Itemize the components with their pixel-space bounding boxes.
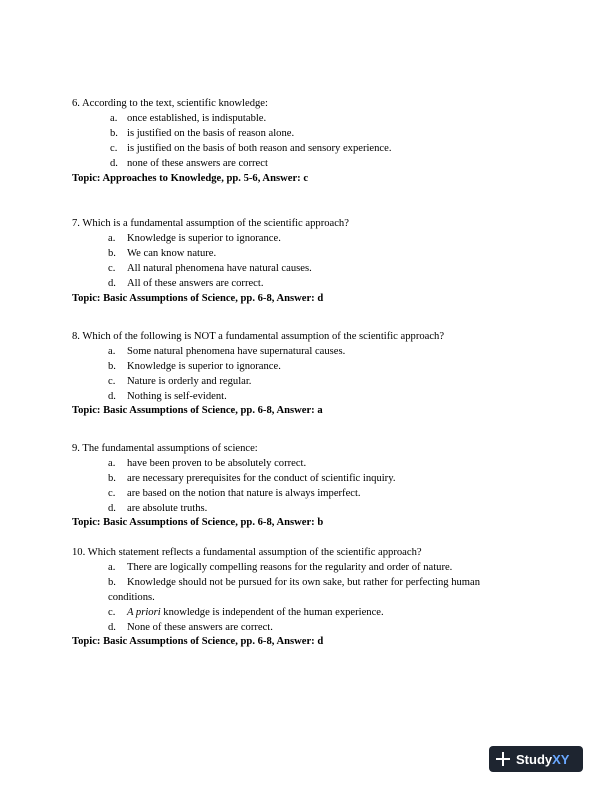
question-7-option-b-letter: b. [108, 248, 116, 259]
question-7-option-c-letter: c. [108, 263, 116, 274]
brand-name-accent: XY [552, 751, 570, 767]
question-10-option-b: Knowledge should not be pursued for its own sake, but rather for perfecting human [127, 577, 481, 588]
question-8-option-a-letter: a. [108, 346, 116, 357]
question-8-topic: Topic: Basic Assumptions of Science, pp. 6-8, Answer: a [72, 405, 323, 416]
question-10-option-c-letter: c. [108, 607, 116, 618]
question-6-option-c: is justified on the basis of both reason and sensory experience. [127, 143, 392, 154]
question-9-option-b-letter: b. [108, 473, 116, 484]
question-9-option-d: are absolute truths. [127, 503, 208, 514]
question-6-topic: Topic: Approaches to Knowledge, pp. 5-6, Answer: c [72, 173, 309, 184]
question-6-option-d-letter: d. [110, 158, 118, 169]
question-7-option-d: All of these answers are correct. [127, 278, 264, 289]
question-10-option-d: None of these answers are correct. [127, 622, 273, 633]
question-9-option-b: are necessary prerequisites for the conduct of scientific inquiry. [127, 473, 396, 484]
question-6-stem: 6. According to the text, scientific knowledge: [72, 98, 268, 109]
question-7-option-a: Knowledge is superior to ignorance. [127, 233, 281, 244]
question-7-option-c: All natural phenomena have natural causes. [127, 263, 312, 274]
question-10-topic: Topic: Basic Assumptions of Science, pp. 6-8, Answer: d [72, 636, 324, 647]
question-9-option-a: have been proven to be absolutely correct. [127, 458, 307, 469]
question-8-stem: 8. Which of the following is NOT a fundamental assumption of the scientific approach? [72, 331, 445, 342]
question-6-option-d: none of these answers are correct [127, 158, 268, 169]
question-6-option-b: is justified on the basis of reason alone. [127, 128, 295, 139]
question-6-option-b-letter: b. [110, 128, 118, 139]
brand-name-main: Study [516, 751, 553, 767]
question-9-option-c-letter: c. [108, 488, 116, 499]
question-9-option-d-letter: d. [108, 503, 116, 514]
question-10-option-b-letter: b. [108, 577, 116, 588]
question-8-option-b-letter: b. [108, 361, 116, 372]
question-6-option-a: once established, is indisputable. [127, 113, 267, 124]
question-7-stem: 7. Which is a fundamental assumption of the scientific approach? [72, 218, 349, 229]
question-7-option-a-letter: a. [108, 233, 116, 244]
question-6-option-a-letter: a. [110, 113, 118, 124]
question-8-option-d-letter: d. [108, 391, 116, 402]
question-10-option-c-rest: knowledge is independent of the human experience. [160, 607, 384, 618]
question-10-option-a-letter: a. [108, 562, 116, 573]
question-6-option-c-letter: c. [110, 143, 118, 154]
question-8-option-c-letter: c. [108, 376, 116, 387]
question-9-option-c: are based on the notion that nature is always imperfect. [127, 488, 361, 499]
question-9-stem: 9. The fundamental assumptions of science: [72, 443, 258, 454]
question-9-option-a-letter: a. [108, 458, 116, 469]
question-10-option-b-continuation: conditions. [108, 592, 155, 603]
question-10-option-c-italic: A priori [127, 607, 161, 618]
question-7-option-b: We can know nature. [127, 248, 217, 259]
question-10-option-a: There are logically compelling reasons for the regularity and order of nature. [127, 562, 453, 573]
question-10-option-c [127, 605, 384, 620]
question-8-option-c: Nature is orderly and regular. [127, 376, 252, 387]
question-10-option-d-letter: d. [108, 622, 116, 633]
question-7-option-d-letter: d. [108, 278, 116, 289]
question-7-topic: Topic: Basic Assumptions of Science, pp. 6-8, Answer: d [72, 293, 324, 304]
studyxy-logo[interactable] [489, 746, 583, 772]
question-9-topic: Topic: Basic Assumptions of Science, pp. 6-8, Answer: b [72, 517, 324, 528]
plus-icon [496, 752, 510, 766]
question-8-option-a: Some natural phenomena have supernatural causes. [127, 346, 346, 357]
question-10-stem: 10. Which statement reflects a fundamental assumption of the scientific approach? [72, 547, 422, 558]
question-8-option-d: Nothing is self-evident. [127, 391, 227, 402]
question-8-option-b: Knowledge is superior to ignorance. [127, 361, 281, 372]
